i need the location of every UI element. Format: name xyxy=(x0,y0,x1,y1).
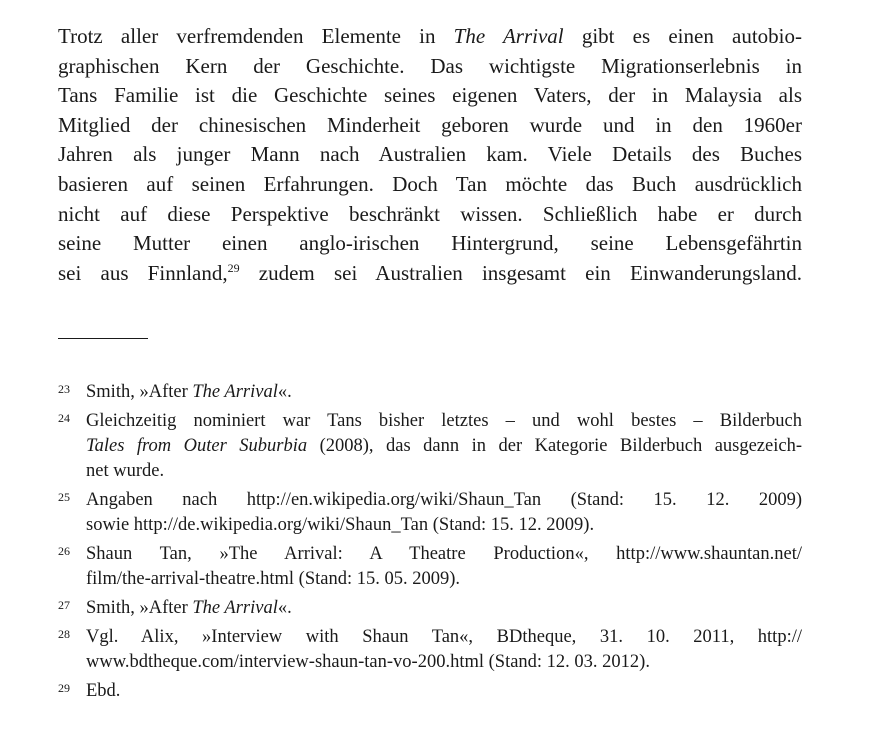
footnote-number: 24 xyxy=(58,411,70,425)
body-line-3: Tans Familie ist die Geschichte seines eigenen Vaters, der in Malaysia als xyxy=(58,83,802,108)
body-paragraph xyxy=(58,22,802,288)
footnote-25 xyxy=(58,488,802,538)
footnote-26 xyxy=(58,542,802,592)
footnote-text: Smith, »After xyxy=(86,598,193,618)
footnote-28 xyxy=(58,625,802,675)
footnote-line xyxy=(86,596,802,621)
footnote-number: 29 xyxy=(58,681,70,695)
body-text-segment: gibt es einen autobio- xyxy=(563,24,802,48)
footnote-24 xyxy=(58,409,802,484)
book-title: The Arrival xyxy=(192,382,278,402)
footnote-text: Smith, »After xyxy=(86,382,193,402)
footnote-line: sowie http://de.wikipedia.org/wiki/Shaun_Tan (Stand: 15. 12. 2009). xyxy=(86,515,595,535)
body-line-8: seine Mutter einen anglo-irischen Hintergrund, seine Lebensgefährtin xyxy=(58,231,802,256)
footnote-27 xyxy=(58,596,802,621)
footnote-number: 27 xyxy=(58,598,70,612)
footnote-separator xyxy=(58,338,148,339)
body-text-segment: sei aus Finnland, xyxy=(58,260,228,285)
footnote-line xyxy=(86,380,802,405)
footnote-text: «. xyxy=(277,382,292,402)
footnote-23 xyxy=(58,380,802,405)
footnote-line xyxy=(86,434,802,459)
body-line-5: Jahren als junger Mann nach Australien kam. Viele Details des Buches xyxy=(58,142,802,167)
footnote-reference: 29 xyxy=(227,260,240,275)
footnote-line: Gleichzeitig nominiert war Tans bisher letztes – und wohl bestes – Bilderbuch xyxy=(86,411,802,431)
footnote-text: (2008), das dann in der Kategorie Bilderbuch ausgezeich- xyxy=(307,436,802,456)
footnote-number: 23 xyxy=(58,382,70,396)
footnote-line: Shaun Tan, »The Arrival: A Theatre Production«, http://www.shauntan.net/ xyxy=(86,544,802,564)
footnote-line: Vgl. Alix, »Interview with Shaun Tan«, BDtheque, 31. 10. 2011, http:// xyxy=(86,627,802,647)
body-line-2: graphischen Kern der Geschichte. Das wichtigste Migrationserlebnis in xyxy=(58,53,802,78)
body-line-4: Mitglied der chinesischen Minderheit geboren wurde und in den 1960er xyxy=(58,112,802,137)
footnote-line: film/the-arrival-theatre.html (Stand: 15. 05. 2009). xyxy=(86,569,461,589)
footnote-number: 25 xyxy=(58,490,70,504)
footnote-line: net wurde. xyxy=(86,461,165,481)
body-line-6: basieren auf seinen Erfahrungen. Doch Tan möchte das Buch ausdrücklich xyxy=(58,171,802,196)
footnote-29 xyxy=(58,679,802,704)
footnote-text: «. xyxy=(277,598,292,618)
footnote-line: www.bdtheque.com/interview-shaun-tan-vo-200.html (Stand: 12. 03. 2012). xyxy=(86,652,650,672)
footnote-number: 26 xyxy=(58,544,70,558)
body-text-segment: zudem sei Australien insgesamt ein Einwanderungsland. xyxy=(239,260,802,285)
main-text-block xyxy=(58,22,802,288)
body-text-segment: Trotz aller verfremdenden Elemente in xyxy=(58,24,454,48)
footnote-number: 28 xyxy=(58,627,70,641)
body-line-9 xyxy=(58,259,802,289)
body-line-1 xyxy=(58,22,802,52)
footnote-line: Angaben nach http://en.wikipedia.org/wiki/Shaun_Tan (Stand: 15. 12. 2009) xyxy=(86,490,802,510)
book-title: The Arrival xyxy=(453,24,564,48)
footnote-line: Ebd. xyxy=(86,681,121,701)
book-title: Tales from Outer Suburbia xyxy=(86,436,308,456)
footnotes xyxy=(58,380,802,708)
book-title: The Arrival xyxy=(192,598,278,618)
body-line-7: nicht auf diese Perspektive beschränkt wissen. Schließlich habe er durch xyxy=(58,201,802,226)
